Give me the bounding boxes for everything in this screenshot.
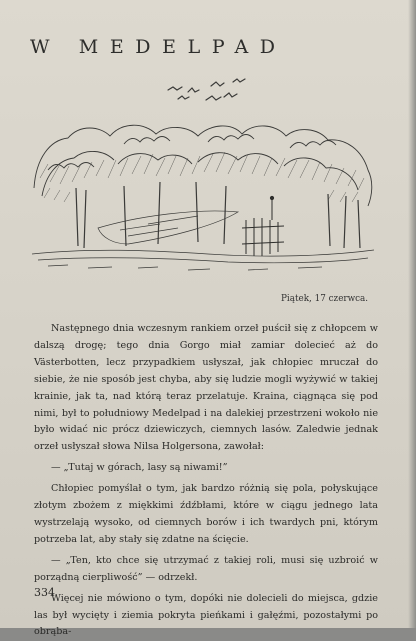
bird — [211, 82, 224, 86]
paragraph: Więcej nie mówiono o tym, dopóki nie dolecieli do miejsca, gdzie las był wycięty i ziemia pokryta pieńkami i gałęźmi, pozostałymi po obrąba- — [34, 592, 378, 638]
paragraph: — „Ten, kto chce się utrzymać z takiej roli, musi się uzbroić w porządną cierpliwość” — odrzekł. — [34, 554, 378, 583]
tree-canopy — [34, 125, 372, 206]
bird — [178, 96, 189, 99]
page-number: 334 — [34, 586, 55, 599]
flying-birds — [168, 79, 245, 100]
bird — [224, 93, 237, 97]
chapter-title: W MEDELPAD — [30, 36, 287, 58]
tree-shading — [40, 152, 364, 202]
tree-trunks — [76, 182, 360, 248]
gate — [242, 196, 284, 256]
bird — [233, 79, 245, 82]
paragraph: Następnego dnia wczesnym rankiem orzeł puścił się z chłopcem w dalszą drogę; tego dnia Gorgo miał zamiar dolecieć aż do Västerbotten, lecz przypadkiem usłyszał, jak chłopiec mruczał do siebie, że nie sposób jest chyba, aby się ludzie mogli wyżywić w takiej krainie, jak ta, nad którą teraz przelatuje. Kraina, ciągnąca się pod nimi, był to południowy Medelpad i na dalekiej przestrzeni wokoło nie było widać nic prócz dziewiczych, ciemnych lasów. Zaledwie jednak orzeł usłyszał słowa Nilsa Holgersona, zawołał: — [34, 323, 378, 453]
bird — [206, 96, 221, 100]
bird — [188, 88, 199, 92]
body-text — [34, 321, 378, 641]
bird — [168, 87, 182, 90]
ground — [32, 250, 374, 270]
page-edge-shadow — [408, 0, 416, 628]
forest-illustration — [28, 78, 378, 278]
paragraph: Chłopiec pomyślał o tym, jak bardzo różnią się pola, połyskujące złotym zbożem z miękkimi źdźbłami, które w ciągu jednego lata wystrzelają wysoko, od ciemnych borów i ich twardych pni, którym potrzeba lat, aby stały się zdatne na ścięcie. — [34, 483, 378, 545]
lake — [98, 211, 238, 244]
paragraph: — „Tutaj w górach, lasy są niwami!” — [51, 462, 228, 474]
dateline: Piątek, 17 czerwca. — [281, 294, 369, 304]
